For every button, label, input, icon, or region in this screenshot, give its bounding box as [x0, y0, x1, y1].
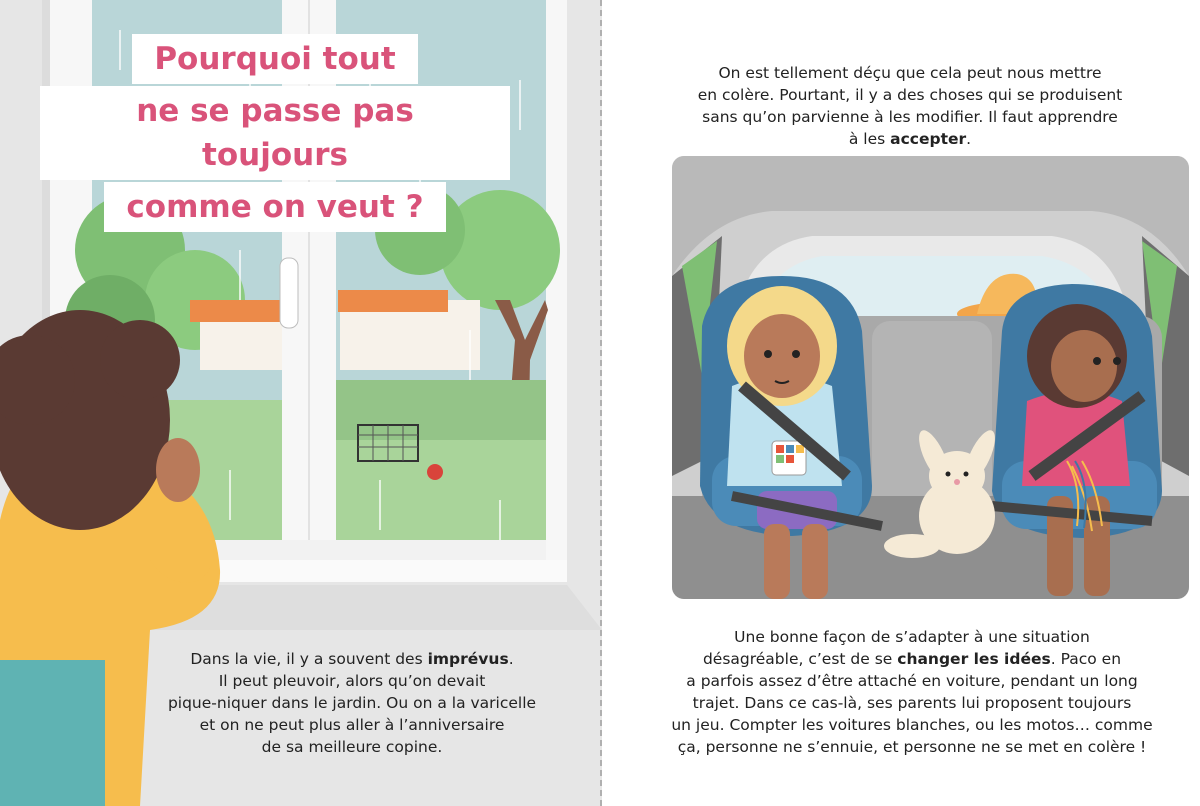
title-line-2: ne se passe pas toujours [40, 86, 510, 180]
right-top-line-1: On est tellement déçu que cela peut nous mettre [718, 64, 1102, 82]
right-bottom-line-1: Une bonne façon de s’adapter à une situation [734, 628, 1090, 646]
right-bottom-line-4: trajet. Dans ce cas-là, ses parents lui proposent toujours [692, 694, 1132, 712]
right-top-line-2: en colère. Pourtant, il y a des choses qui se produisent [697, 86, 1123, 104]
right-bottom-line-5: un jeu. Compter les voitures blanches, ou les motos… comme [671, 716, 1153, 734]
title-line-3: comme on veut ? [104, 182, 445, 232]
car-backseat-illustration [672, 156, 1189, 599]
left-paragraph-line-2: Il peut pleuvoir, alors qu’on devait [218, 672, 486, 690]
keyword-accepter: accepter [890, 130, 967, 148]
right-top-line-3: sans qu’on parvienne à les modifier. Il faut apprendre [702, 108, 1118, 126]
right-top-line-4: à les accepter. [848, 130, 972, 148]
left-paragraph-line-1: Dans la vie, il y a souvent des imprévus. [190, 650, 514, 668]
right-top-paragraph [660, 62, 1160, 150]
right-bottom-paragraph [652, 626, 1172, 758]
keyword-changer-les-idees: changer les idées [897, 650, 1051, 668]
title-line-1: Pourquoi tout [132, 34, 417, 84]
keyword-imprevus: imprévus [427, 650, 509, 668]
right-bottom-line-6: ça, personne ne s’ennuie, et personne ne se met en colère ! [677, 738, 1147, 756]
left-paragraph-line-5: de sa meilleure copine. [261, 738, 443, 756]
page-fold-divider [600, 0, 602, 806]
left-paragraph [112, 648, 592, 758]
right-bottom-line-3: a parfois assez d’être attaché en voiture, pendant un long [686, 672, 1138, 690]
left-paragraph-line-3: pique-niquer dans le jardin. Ou on a la varicelle [167, 694, 537, 712]
left-paragraph-line-4: et on ne peut plus aller à l’anniversaire [199, 716, 505, 734]
right-bottom-line-2: désagréable, c’est de se changer les idées. Paco en [702, 650, 1122, 668]
page-title [40, 34, 510, 234]
